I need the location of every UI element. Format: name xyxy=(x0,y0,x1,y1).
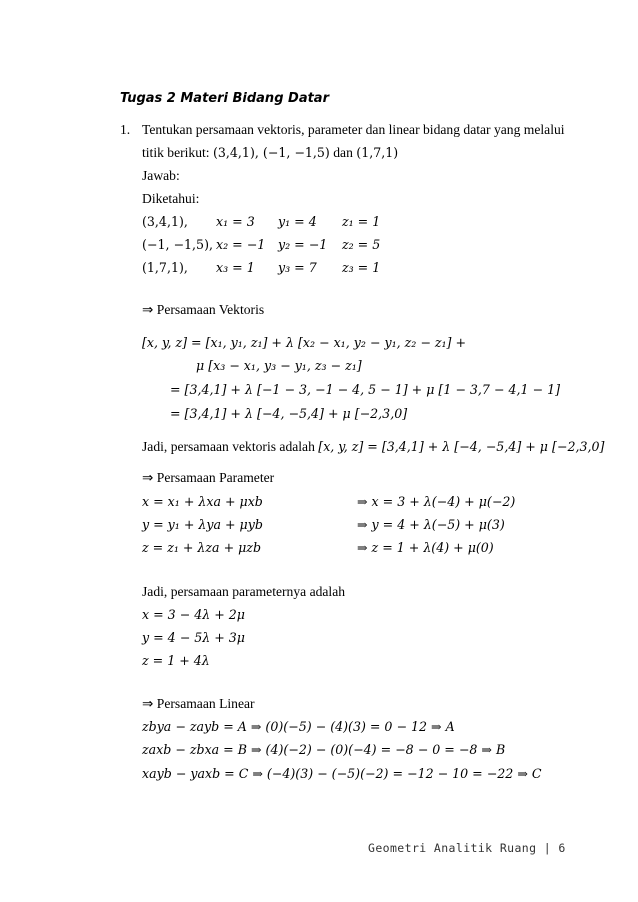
vektoris-conclusion-text: Jadi, persamaan vektoris adalah xyxy=(142,439,319,454)
known-z-3: z₃ = 1 xyxy=(342,260,381,275)
parameter-result-z: z = 1 + 4λ xyxy=(142,653,210,668)
question-point-3: (1,7,1) xyxy=(356,145,399,160)
known-z-2: z₂ = 5 xyxy=(342,237,381,252)
known-x-1: x₁ = 3 xyxy=(216,214,255,229)
parameter-conclusion: Jadi, persamaan parameternya adalah xyxy=(142,584,346,599)
known-y-3: y₃ = 7 xyxy=(278,260,317,275)
linear-line-1: zbya − zayb = A ⇒ (0)(−5) − (4)(3) = 0 − 12 ⇒ A xyxy=(142,719,455,734)
vektoris-line-2: μ [x₃ − x₁, y₃ − y₁, z₃ − z₁] xyxy=(196,358,362,373)
known-z-1: z₁ = 1 xyxy=(342,214,381,229)
known-x-2: x₂ = −1 xyxy=(216,237,266,252)
known-y-2: y₂ = −1 xyxy=(278,237,328,252)
vektoris-conclusion xyxy=(142,439,604,455)
parameter-left-1: x = x₁ + λxa + μxb xyxy=(142,494,263,509)
known-y-1: y₁ = 4 xyxy=(278,214,317,229)
page-footer: Geometri Analitik Ruang | 6 xyxy=(368,841,566,855)
parameter-heading: ⇒ Persamaan Parameter xyxy=(142,470,275,485)
vektoris-line-3: = [3,4,1] + λ [−1 − 3, −1 − 4, 5 − 1] + μ [1 − 3,7 − 4,1 − 1] xyxy=(170,382,560,397)
diketahui-label: Diketahui: xyxy=(142,191,200,206)
question-number: 1. xyxy=(120,122,131,137)
parameter-result-x: x = 3 − 4λ + 2μ xyxy=(142,607,245,622)
question-and: dan xyxy=(329,145,357,160)
parameter-left-2: y = y₁ + λya + μyb xyxy=(142,517,263,532)
linear-heading: ⇒ Persamaan Linear xyxy=(142,696,255,711)
vektoris-line-1: [x, y, z] = [x₁, y₁, z₁] + λ [x₂ − x₁, y₂ − y₁, z₂ − z₁] + xyxy=(142,335,467,350)
known-x-3: x₃ = 1 xyxy=(216,260,255,275)
question-line-2 xyxy=(142,145,398,161)
parameter-right-1: ⇒ x = 3 + λ(−4) + μ(−2) xyxy=(357,494,516,509)
parameter-left-3: z = z₁ + λza + μzb xyxy=(142,540,262,555)
known-point-2: (−1, −1,5), xyxy=(142,237,213,252)
known-point-1: (3,4,1), xyxy=(142,214,188,229)
parameter-right-3: ⇒ z = 1 + λ(4) + μ(0) xyxy=(357,540,494,555)
parameter-right-2: ⇒ y = 4 + λ(−5) + μ(3) xyxy=(357,517,505,532)
parameter-result-y: y = 4 − 5λ + 3μ xyxy=(142,630,245,645)
vektoris-heading: ⇒ Persamaan Vektoris xyxy=(142,302,265,317)
vektoris-line-4: = [3,4,1] + λ [−4, −5,4] + μ [−2,3,0] xyxy=(170,406,408,421)
jawab-label: Jawab: xyxy=(142,168,180,183)
question-line-1: Tentukan persamaan vektoris, parameter dan linear bidang datar yang melalui xyxy=(142,122,565,137)
question-text: titik berikut: xyxy=(142,145,213,160)
linear-line-2: zaxb − zbxa = B ⇒ (4)(−2) − (0)(−4) = −8 − 0 = −8 ⇒ B xyxy=(142,742,506,757)
known-point-3: (1,7,1), xyxy=(142,260,188,275)
vektoris-conclusion-math: [x, y, z] = [3,4,1] + λ [−4, −5,4] + μ [−2,3,0] xyxy=(318,439,605,454)
question-points: (3,4,1), (−1, −1,5) xyxy=(212,145,330,160)
page-title: Tugas 2 Materi Bidang Datar xyxy=(120,91,329,106)
linear-line-3: xayb − yaxb = C ⇒ (−4)(3) − (−5)(−2) = −12 − 10 = −22 ⇒ C xyxy=(142,766,542,781)
